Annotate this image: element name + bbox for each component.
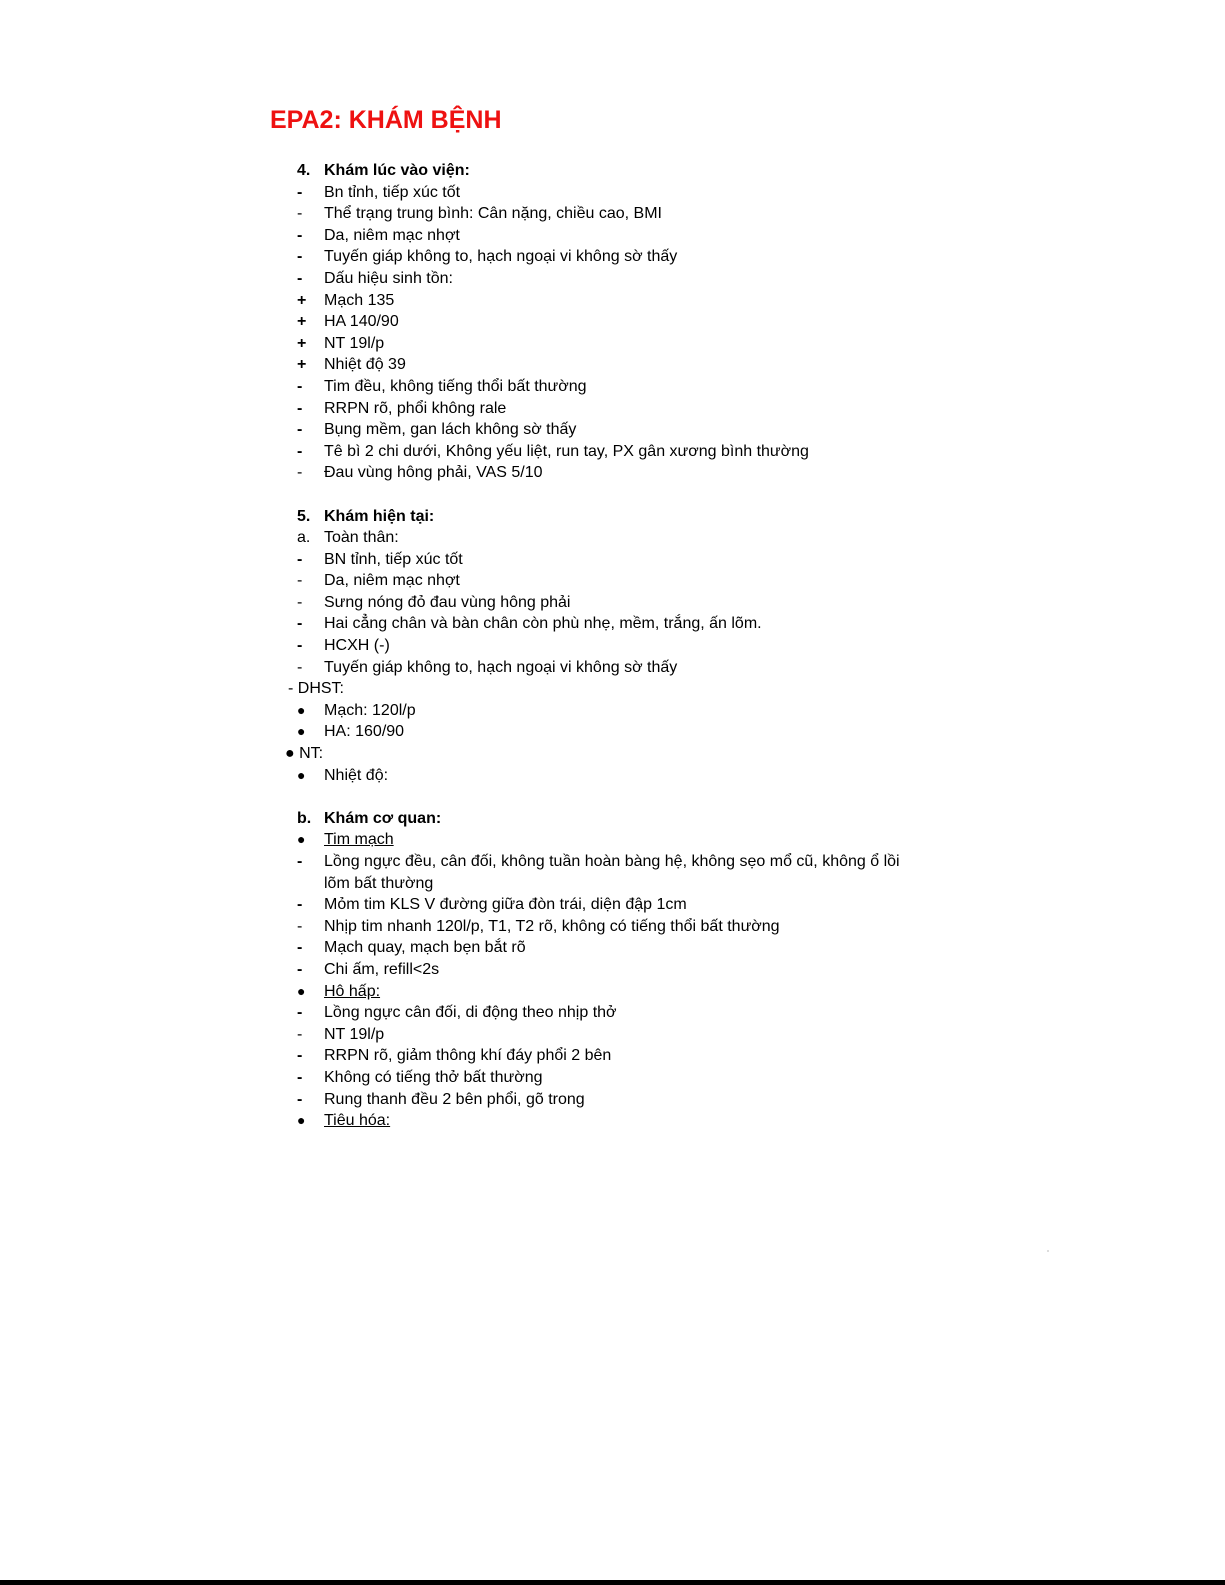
list-item-text: Mạch 135 [324, 291, 395, 309]
list-item-text: Mỏm tim KLS V đường giữa đòn trái, diện đập 1cm [324, 896, 687, 914]
section-heading: Khám hiện tại: [324, 507, 435, 525]
list-marker: - [297, 593, 303, 611]
list-marker: + [297, 356, 307, 374]
list-item-text: Tim đều, không tiếng thổi bất thường [324, 377, 587, 395]
list-marker: + [297, 291, 307, 309]
list-item-text: Da, niêm mạc nhợt [324, 572, 460, 590]
list-item-text: Chi ấm, refill<2s [324, 960, 440, 978]
list-item [297, 1002, 927, 1024]
list-marker: + [297, 313, 307, 331]
list-marker: - [297, 1068, 303, 1086]
list-item-text: Tê bì 2 chi dưới, Không yếu liệt, run tay, PX gân xương bình thường [324, 442, 809, 460]
section-heading: Khám lúc vào viện: [324, 162, 470, 179]
list-item-text: NT 19l/p [324, 334, 385, 352]
bullet-icon: ● [297, 1112, 306, 1129]
dhst-text: - DHST: [288, 680, 344, 698]
list-item [297, 376, 927, 398]
vital-item [285, 743, 927, 765]
list-marker: - [297, 464, 303, 482]
list-item [297, 398, 927, 420]
list-item [297, 592, 927, 614]
list-marker: - [297, 1004, 303, 1022]
list-item-text: Nhịp tim nhanh 120l/p, T1, T2 rõ, không có tiếng thổi bất thường [324, 917, 780, 935]
list-item-text: Nhiệt độ 39 [324, 356, 406, 374]
list-item-text: HA 140/90 [324, 313, 399, 331]
vital-text: HA: 160/90 [324, 723, 405, 741]
list-item [297, 1067, 927, 1089]
list-item-text: Không có tiếng thở bất thường [324, 1068, 543, 1086]
list-marker: - [297, 853, 303, 870]
list-item [297, 311, 927, 333]
list-item-text: Rung thanh đều 2 bên phổi, gõ trong [324, 1090, 585, 1108]
list-marker: - [297, 205, 303, 223]
organ-label: Hô hấp: [324, 982, 381, 1000]
list-item [297, 203, 927, 225]
section-4-heading [297, 160, 927, 182]
subsection-heading: Khám cơ quan: [324, 809, 442, 827]
list-item-text: RRPN rõ, giảm thông khí đáy phổi 2 bên [324, 1047, 612, 1065]
list-item-text: Lồng ngực đều, cân đối, không tuần hoàn bàng hệ, không sẹo mổ cũ, không ổ lồi lõm bất thường [324, 853, 900, 892]
list-item [297, 570, 927, 592]
list-marker: - [297, 248, 303, 266]
subsection-label: Toàn thân: [324, 529, 399, 547]
list-marker: - [297, 269, 303, 287]
list-item-text: Dấu hiệu sinh tồn: [324, 269, 453, 287]
spacer [297, 484, 927, 506]
organ-heading-resp [297, 981, 927, 1003]
document-title: EPA2: KHÁM BỆNH [270, 106, 502, 134]
list-item [297, 635, 927, 657]
list-item [297, 959, 927, 981]
list-marker: - [297, 183, 303, 201]
list-marker: b. [297, 809, 312, 827]
list-marker: + [297, 334, 307, 352]
list-marker: - [297, 658, 303, 676]
list-item-text: RRPN rõ, phổi không rale [324, 399, 507, 417]
bullet-icon: ● [297, 723, 306, 740]
list-item [297, 937, 927, 959]
list-marker: - [297, 421, 303, 439]
subsection-b-heading [297, 808, 927, 830]
list-item-text: Lồng ngực cân đối, di động theo nhịp thở [324, 1004, 617, 1022]
list-marker: - [297, 572, 303, 590]
list-item-text: Hai cẳng chân và bàn chân còn phù nhẹ, mềm, trắng, ấn lõm. [324, 615, 762, 633]
list-marker: - [297, 615, 303, 633]
list-item-text: Da, niêm mạc nhợt [324, 226, 460, 244]
vital-item [297, 765, 927, 787]
bullet-icon: ● [297, 831, 306, 848]
list-item-text: Sưng nóng đỏ đau vùng hông phải [324, 593, 571, 611]
list-item [297, 182, 927, 204]
list-marker: - [297, 896, 303, 914]
section-number: 4. [297, 162, 311, 179]
list-item [297, 1089, 927, 1111]
list-item [297, 225, 927, 247]
list-item-text: Bụng mềm, gan lách không sờ thấy [324, 421, 577, 439]
list-item-text: BN tỉnh, tiếp xúc tốt [324, 550, 463, 568]
list-marker: - [297, 377, 303, 395]
document-body [285, 160, 927, 1132]
list-marker: - [297, 399, 303, 417]
list-item [297, 1024, 927, 1046]
spacer [297, 786, 927, 808]
vital-text: Mạch: 120l/p [324, 701, 416, 719]
list-item-text: Mạch quay, mạch bẹn bắt rõ [324, 939, 526, 957]
list-item-text: Đau vùng hông phải, VAS 5/10 [324, 464, 543, 482]
list-item [297, 462, 927, 484]
list-marker: - [297, 550, 303, 568]
list-item [297, 613, 927, 635]
scan-speck [1047, 1250, 1049, 1252]
list-marker: - [297, 442, 303, 460]
subsection-a-label [297, 527, 927, 549]
bullet-icon: ● [297, 766, 306, 783]
organ-heading-digest [297, 1110, 927, 1132]
list-item [297, 549, 927, 571]
bullet-icon: ● [297, 701, 306, 718]
list-item-text: Tuyến giáp không to, hạch ngoại vi không sờ thấy [324, 658, 678, 676]
list-marker: - [297, 1025, 303, 1043]
organ-label: Tim mạch [324, 831, 394, 849]
list-item [297, 1045, 927, 1067]
section-number: 5. [297, 507, 311, 525]
list-marker: a. [297, 529, 311, 547]
list-item [297, 916, 927, 938]
page-bottom-border [0, 1580, 1225, 1585]
list-item-text: Bn tỉnh, tiếp xúc tốt [324, 183, 461, 201]
list-item [297, 894, 927, 916]
list-item-text: Tuyến giáp không to, hạch ngoại vi không sờ thấy [324, 248, 678, 266]
list-item-text: HCXH (-) [324, 637, 390, 655]
vital-text: Nhiệt độ: [324, 766, 389, 784]
list-item [297, 290, 927, 312]
list-marker: - [297, 939, 303, 957]
vital-text: ● NT: [285, 745, 324, 763]
list-marker: - [297, 637, 303, 655]
list-marker: - [297, 226, 303, 244]
list-item [297, 268, 927, 290]
list-marker: - [297, 917, 303, 935]
list-item-text: NT 19l/p [324, 1025, 385, 1043]
bullet-icon: ● [297, 982, 306, 999]
organ-heading-cardio [297, 829, 927, 851]
list-marker: - [297, 1090, 303, 1108]
list-item [297, 657, 927, 679]
section-5-heading [297, 506, 927, 528]
list-marker: - [297, 960, 303, 978]
vital-item [297, 721, 927, 743]
vital-item [297, 700, 927, 722]
list-item [297, 246, 927, 268]
dhst-label [288, 678, 927, 700]
list-item [297, 441, 927, 463]
organ-label: Tiêu hóa: [324, 1112, 391, 1130]
list-item-text: Thể trạng trung bình: Cân nặng, chiều cao, BMI [324, 205, 662, 223]
list-item [297, 851, 927, 894]
list-item [297, 333, 927, 355]
list-marker: - [297, 1047, 303, 1065]
list-item [297, 354, 927, 376]
list-item [297, 419, 927, 441]
